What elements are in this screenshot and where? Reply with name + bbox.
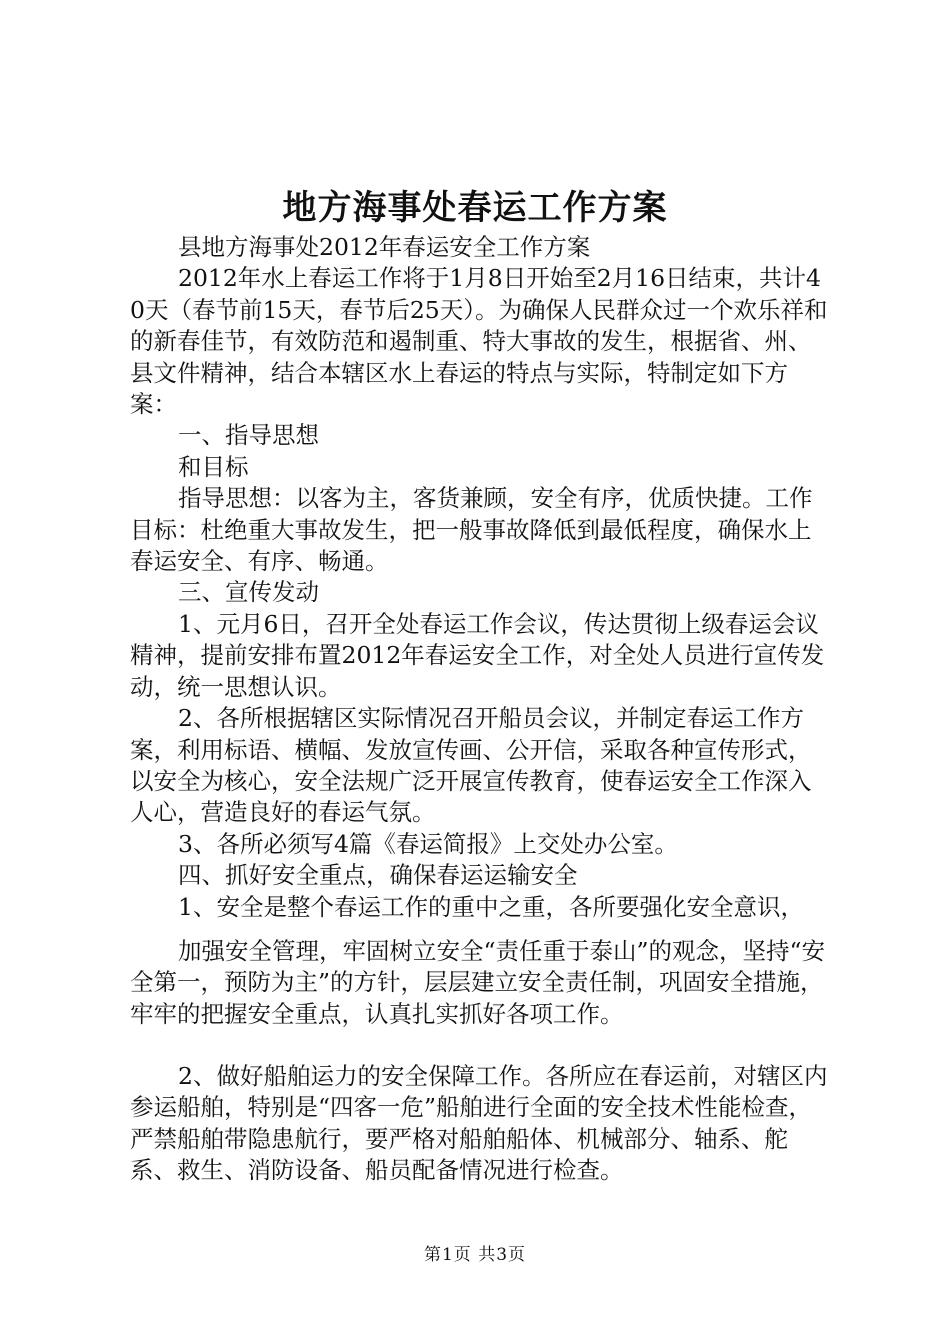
body-section-2 — [130, 936, 830, 1030]
subtitle-paragraph: 县地方海事处2012年春运安全工作方案 — [178, 233, 591, 261]
section-heading-safety: 四、抓好安全重点，确保春运运输安全 — [178, 861, 578, 890]
page-footer: 第1页 共3页 — [423, 1245, 527, 1265]
section-heading-publicity: 三、宣传发动 — [178, 578, 319, 607]
body-section-1 — [130, 232, 830, 923]
intro-paragraph: 2012年水上春运工作将于1月8日开始至2月16日结束，共计40天（春节前15天，春节后25天）。为确保人民群众过一个欢乐祥和的新春佳节，有效防范和遏制重、特大事故的发生，根据省、州、县文件精神，结合本辖区水上春运的特点与实际，特制定如下方案： — [130, 264, 828, 419]
safety-management-paragraph: 加强安全管理，牢固树立安全“责任重于泰山”的观念，坚持“安全第一，预防为主”的方针，层层建立安全责任制，巩固安全措施，牢牢的把握安全重点，认真扎实抓好各项工作。 — [130, 937, 826, 1028]
document-title: 地方海事处春运工作方案 — [282, 188, 668, 228]
section-heading-guiding-thought: 一、指导思想 — [178, 421, 319, 450]
publicity-item-2: 2、各所根据辖区实际情况召开船员会议，并制定春运工作方案，利用标语、横幅、发放宣传画、公开信，采取各种宣传形式，以安全为核心，安全法规广泛开展宣传教育，使春运安全工作深入人心，营造良好的春运气氛。 — [130, 704, 812, 827]
safety-item-1: 1、安全是整个春运工作的重中之重，各所要强化安全意识， — [178, 892, 804, 921]
publicity-item-1: 1、元月6日，召开全处春运工作会议，传达贯彻上级春运会议精神，提前安排布置2012年春运安全工作，对全处人员进行宣传发动，统一思想认识。 — [130, 609, 825, 701]
guiding-thought-paragraph: 指导思想：以客为主，客货兼顾，安全有序，优质快捷。工作目标：杜绝重大事故发生，把一般事故降低到最低程度，确保水上春运安全、有序、畅通。 — [130, 484, 813, 576]
section-heading-goals: 和目标 — [178, 452, 249, 481]
publicity-item-3: 3、各所必须写4篇《春运简报》上交处办公室。 — [178, 829, 678, 858]
safety-item-2: 2、做好船舶运力的安全保障工作。各所应在春运前，对辖区内参运船舶，特别是“四客一危”船舶进行全面的安全技术性能检查，严禁船舶带隐患航行，要严格对船舶船体、机械部分、轴系、舵系、救生、消防设备、船员配备情况进行检查。 — [130, 1062, 828, 1185]
body-section-3 — [130, 1061, 830, 1187]
